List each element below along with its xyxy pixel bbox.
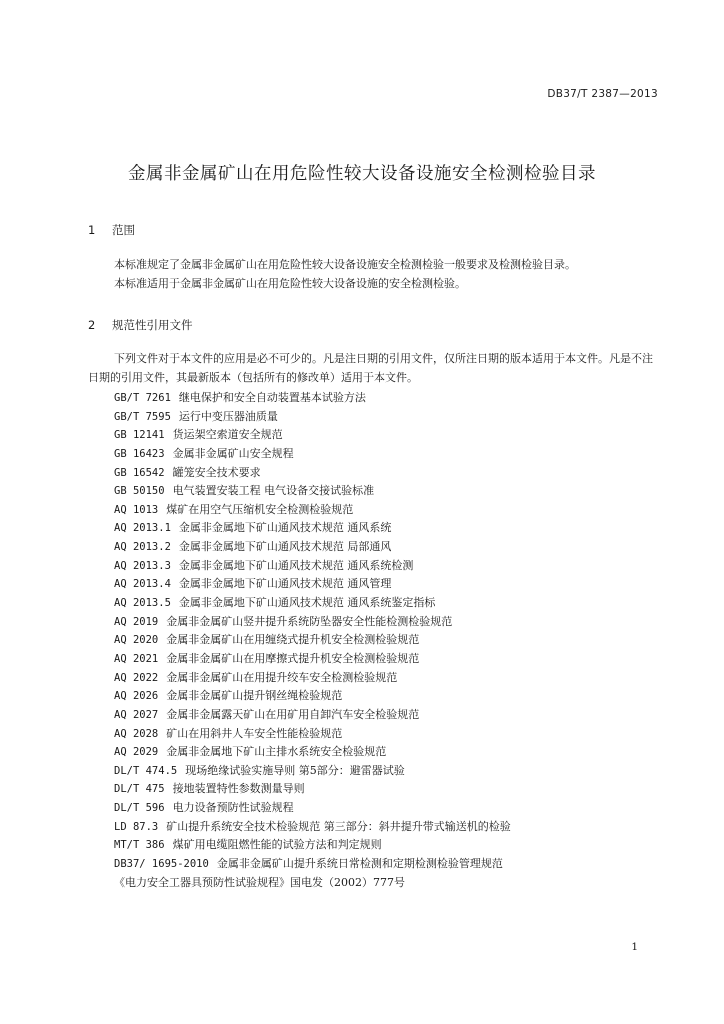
reference-title: 金属非金属矿山提升钢丝绳检验规范 xyxy=(166,689,343,703)
reference-title: 继电保护和安全自动装置基本试验方法 xyxy=(178,391,366,404)
reference-item xyxy=(114,613,511,632)
reference-title: 电气装置安装工程 电气设备交接试验标准 xyxy=(172,484,375,498)
reference-title: 《电力安全工器具预防性试验规程》国电发（2002）777号 xyxy=(114,875,405,889)
section-number: 1 xyxy=(88,223,96,237)
reference-item xyxy=(114,501,511,520)
reference-item xyxy=(114,725,511,744)
reference-code: GB 50150 xyxy=(114,485,165,498)
document-title: 金属非金属矿山在用危险性较大设备设施安全检测检验目录 xyxy=(128,164,596,184)
reference-item xyxy=(114,631,511,650)
reference-code: AQ 2013.4 xyxy=(114,578,171,591)
reference-item xyxy=(114,836,511,855)
reference-code: AQ 2013.2 xyxy=(114,541,171,554)
reference-code: GB 16423 xyxy=(114,447,165,460)
reference-code: AQ 2022 xyxy=(114,671,159,684)
reference-title: 金属非金属地下矿山通风技术规范 通风系统检测 xyxy=(178,558,414,572)
reference-title: 现场绝缘试验实施导则 第5部分：避雷器试验 xyxy=(185,763,405,777)
reference-title: 金属非金属矿山在用提升绞车安全检测检验规范 xyxy=(166,670,398,684)
reference-item xyxy=(114,482,511,501)
reference-title: 矿山提升系统安全技术检验规范 第三部分：斜井提升带式输送机的检验 xyxy=(166,819,511,833)
reference-code: DL/T 596 xyxy=(114,802,165,815)
section-heading-references xyxy=(88,317,193,333)
reference-title: 金属非金属矿山在用摩擦式提升机安全检测检验规范 xyxy=(166,651,420,665)
reference-title: 金属非金属矿山提升系统日常检测和定期检测检验管理规范 xyxy=(216,857,503,871)
reference-code: MT/T 386 xyxy=(114,839,165,852)
reference-item xyxy=(114,743,511,762)
references-intro: 下列文件对于本文件的应用是必不可少的。凡是注日期的引用文件，仅所注日期的版本适用于本文件。凡是不注日期的引用文件，其最新版本（包括所有的修改单）适用于本文件。 xyxy=(88,352,653,384)
section-title: 规范性引用文件 xyxy=(112,318,193,332)
reference-item xyxy=(114,519,511,538)
reference-code: AQ 2029 xyxy=(114,746,159,759)
section-number: 2 xyxy=(88,318,96,332)
reference-code: DB37/ 1695-2010 xyxy=(114,858,209,871)
reference-item xyxy=(114,669,511,688)
reference-title: 接地装置特性参数测量导则 xyxy=(172,782,305,796)
reference-title: 金属非金属矿山在用缠绕式提升机安全检测检验规范 xyxy=(166,633,420,647)
reference-code: AQ 2013.1 xyxy=(114,522,171,535)
reference-title: 金属非金属地下矿山主排水系统安全检验规范 xyxy=(166,745,387,759)
reference-title: 罐笼安全技术要求 xyxy=(172,465,261,479)
reference-code: AQ 2013.5 xyxy=(114,597,171,610)
standard-code: DB37/T 2387—2013 xyxy=(547,88,658,100)
reference-item xyxy=(114,538,511,557)
reference-code: AQ 2027 xyxy=(114,708,159,721)
reference-code: GB/T 7261 xyxy=(114,392,171,404)
reference-title: 电力设备预防性试验规程 xyxy=(172,801,294,815)
reference-code: GB 16542 xyxy=(114,466,165,479)
reference-code: GB/T 7595 xyxy=(114,410,171,423)
section-heading-scope xyxy=(88,222,135,238)
reference-item xyxy=(114,594,511,613)
reference-item xyxy=(114,780,511,799)
reference-item xyxy=(114,426,511,445)
reference-title: 金属非金属矿山安全规程 xyxy=(172,446,294,460)
scope-paragraph-1: 本标准规定了金属非金属矿山在用危险性较大设备设施安全检测检验一般要求及检测检验目录。 xyxy=(114,258,576,271)
reference-title: 金属非金属矿山竖井提升系统防坠器安全性能检测检验规范 xyxy=(166,614,453,628)
reference-code: AQ 2020 xyxy=(114,634,159,647)
reference-title: 金属非金属地下矿山通风技术规范 通风系统鉴定指标 xyxy=(178,596,436,610)
reference-list xyxy=(114,389,511,892)
reference-title: 煤矿在用空气压缩机安全检测检验规范 xyxy=(166,502,354,516)
reference-code: DL/T 474.5 xyxy=(114,764,178,777)
reference-title: 金属非金属地下矿山通风技术规范 局部通风 xyxy=(178,540,392,554)
reference-item xyxy=(114,464,511,483)
reference-item xyxy=(114,818,511,837)
section-title: 范围 xyxy=(112,223,135,237)
reference-code: GB 12141 xyxy=(114,429,165,442)
reference-item xyxy=(114,575,511,594)
reference-title: 金属非金属露天矿山在用矿用自卸汽车安全检验规范 xyxy=(166,707,420,721)
reference-code: AQ 2019 xyxy=(114,615,159,628)
reference-item xyxy=(114,408,511,427)
reference-code: DL/T 475 xyxy=(114,783,165,796)
reference-item xyxy=(114,445,511,464)
reference-item xyxy=(114,855,511,874)
scope-paragraph-2: 本标准适用于金属非金属矿山在用危险性较大设备设施的安全检测检验。 xyxy=(114,277,466,290)
reference-item xyxy=(114,874,511,893)
reference-title: 矿山在用斜井人车安全性能检验规范 xyxy=(166,726,343,740)
reference-item xyxy=(114,557,511,576)
reference-item xyxy=(114,799,511,818)
reference-code: AQ 2013.3 xyxy=(114,559,171,572)
reference-item xyxy=(114,389,511,408)
reference-code: AQ 1013 xyxy=(114,503,159,516)
reference-code: AQ 2028 xyxy=(114,727,159,740)
reference-title: 金属非金属地下矿山通风技术规范 通风系统 xyxy=(178,521,392,535)
reference-item xyxy=(114,650,511,669)
reference-code: LD 87.3 xyxy=(114,820,159,833)
reference-code: AQ 2021 xyxy=(114,652,159,665)
reference-title: 运行中变压器油质量 xyxy=(178,409,278,423)
reference-title: 煤矿用电缆阻燃性能的试验方法和判定规则 xyxy=(172,838,382,852)
reference-item xyxy=(114,687,511,706)
reference-item xyxy=(114,706,511,725)
reference-title: 金属非金属地下矿山通风技术规范 通风管理 xyxy=(178,577,392,591)
reference-code: AQ 2026 xyxy=(114,690,159,703)
reference-item xyxy=(114,762,511,781)
reference-title: 货运架空索道安全规范 xyxy=(172,428,283,442)
page-number: 1 xyxy=(631,941,638,953)
